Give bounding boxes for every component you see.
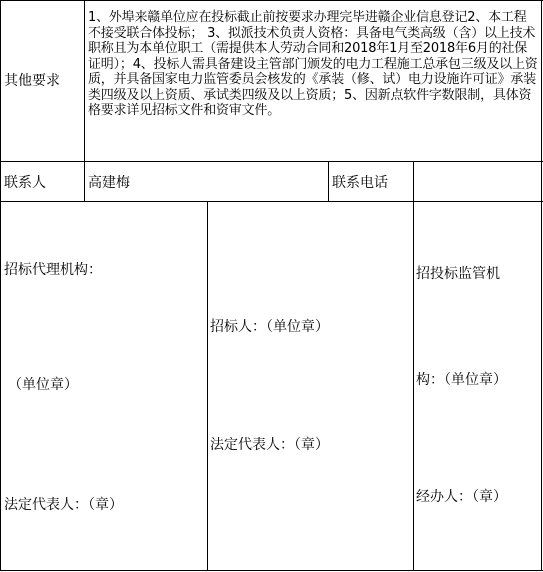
agency-seal: （单位章） <box>8 377 78 393</box>
table-border-top <box>0 0 543 1</box>
row-divider-1 <box>0 161 543 162</box>
tenderer-title: 招标人：（单位章） <box>210 319 329 335</box>
supervisor-handler: 经办人：（章） <box>416 489 507 505</box>
row-divider-2 <box>0 201 543 202</box>
table-border-bottom <box>0 570 543 571</box>
col-divider-label <box>84 0 85 202</box>
tenderer-legal-rep: 法定代表人：（章） <box>210 437 329 453</box>
contact-phone-label: 联系电话 <box>332 175 388 191</box>
contact-person-label: 联系人 <box>4 175 46 191</box>
table-border-right <box>541 0 542 571</box>
contact-person-name: 高建梅 <box>88 175 130 191</box>
supervisor-title: 招投标监管机 <box>416 266 500 282</box>
table-border-left <box>0 0 1 571</box>
agency-legal-rep: 法定代表人：（章） <box>4 497 123 513</box>
col-divider-signature <box>207 201 208 571</box>
col-divider-phone-label <box>328 161 329 202</box>
other-requirements-label: 其他要求 <box>4 73 60 89</box>
agency-title: 招标代理机构： <box>4 262 102 278</box>
col-divider-phone-value <box>413 161 414 571</box>
supervisor-seal: 构：（单位章） <box>416 372 507 388</box>
other-requirements-content: 1、外埠来赣单位应在投标截止前按要求办理完毕进赣企业信息登记2、本工程不接受联合体投标； 3、拟派技术负责人资格：具备电气类高级（含）以上技术职称且为本单位职工（需提供本人劳动合同和2018年1月至2018年6月的社保证明）；4、投标人需具备建设主管部门颁发的电力工程施工总承包三级及以上资质，并具备国家电力监管委员会核发的《承装（修、试）电力设施许可证》承装类四级及以上资质、承试类四级及以上资质；5、因新点软件字数限制，具体资格要求详见招标文件和资审文件。 <box>88 10 538 118</box>
